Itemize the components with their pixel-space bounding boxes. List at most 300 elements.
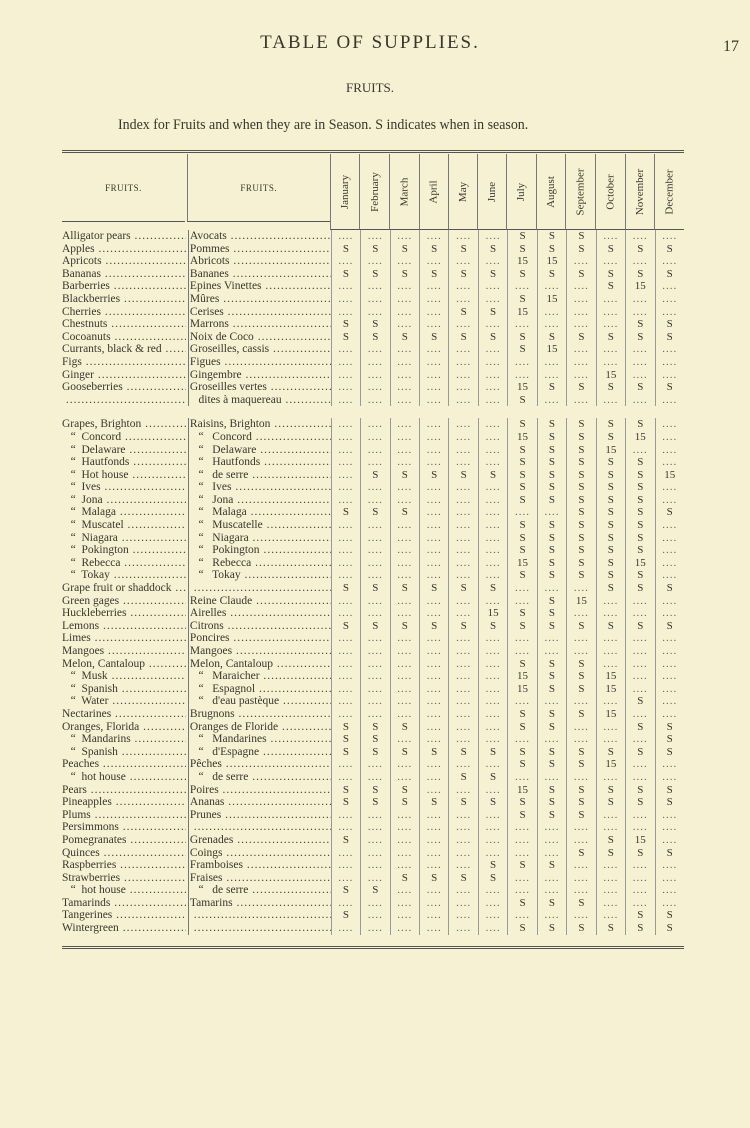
season-cell	[419, 544, 448, 557]
season-cell: S	[478, 469, 507, 482]
fruit-name-french	[188, 909, 331, 922]
season-cell	[655, 872, 684, 885]
season-cell	[390, 356, 419, 369]
season-cell	[507, 909, 536, 922]
fruit-name-french: Pommes .....	[188, 243, 331, 256]
table-row	[62, 481, 684, 494]
season-cell	[331, 683, 360, 696]
season-cell: S	[625, 506, 654, 519]
season-cell	[537, 506, 566, 519]
season-cell: S	[419, 469, 448, 482]
header-month	[506, 154, 535, 230]
season-cell	[596, 658, 625, 671]
fruit-name-french: Citrons .....	[188, 620, 331, 633]
header-french-fruits: FRUITS.	[187, 154, 330, 222]
season-cell	[390, 569, 419, 582]
season-cell	[566, 293, 595, 306]
season-cell	[478, 557, 507, 570]
season-cell: S	[507, 796, 536, 809]
season-cell	[360, 683, 389, 696]
season-cell	[507, 695, 536, 708]
table-row	[62, 268, 684, 281]
season-cell	[360, 306, 389, 319]
intro-text: Index for Fruits and when they are in Season. S indicates when in season.	[118, 117, 529, 133]
season-cell	[625, 343, 654, 356]
season-cell	[390, 544, 419, 557]
season-cell	[596, 306, 625, 319]
season-cell: S	[566, 544, 595, 557]
season-cell	[360, 670, 389, 683]
month-label: April	[427, 179, 440, 204]
season-cell: S	[537, 658, 566, 671]
season-cell	[478, 356, 507, 369]
season-cell: S	[390, 243, 419, 256]
table-row	[62, 519, 684, 532]
season-cell: 15	[507, 306, 536, 319]
season-cell: S	[331, 318, 360, 331]
season-cell	[655, 557, 684, 570]
fruit-name-french: Prunes .....	[188, 809, 331, 822]
header-month	[359, 154, 389, 230]
season-cell	[448, 394, 477, 407]
table-row	[62, 293, 684, 306]
season-cell	[478, 444, 507, 457]
fruit-name-english: “ Jona .....	[62, 494, 186, 507]
season-cell: S	[655, 243, 684, 256]
season-cell	[331, 306, 360, 319]
season-cell	[596, 721, 625, 734]
season-cell	[448, 369, 477, 382]
season-cell	[537, 771, 566, 784]
season-cell: 15	[507, 255, 536, 268]
season-cell	[566, 721, 595, 734]
page-number: 17	[723, 38, 739, 55]
table-row	[62, 469, 684, 482]
season-cell	[419, 431, 448, 444]
season-cell: S	[331, 884, 360, 897]
season-cell: S	[596, 582, 625, 595]
season-cell: S	[419, 872, 448, 885]
season-cell	[448, 733, 477, 746]
season-cell: S	[390, 469, 419, 482]
season-cell	[596, 632, 625, 645]
season-cell	[390, 394, 419, 407]
season-cell	[360, 821, 389, 834]
table-row	[62, 431, 684, 444]
fruit-name-french: Figues .....	[188, 356, 331, 369]
season-cell	[419, 758, 448, 771]
season-cell	[448, 318, 477, 331]
season-cell: S	[419, 243, 448, 256]
season-cell: S	[566, 708, 595, 721]
season-cell: S	[537, 670, 566, 683]
season-cell: S	[596, 243, 625, 256]
season-cell: S	[596, 834, 625, 847]
fruit-name-english: Figs .....	[62, 356, 186, 369]
season-cell	[448, 721, 477, 734]
season-cell	[566, 834, 595, 847]
season-cell: S	[596, 280, 625, 293]
season-cell: S	[566, 268, 595, 281]
fruit-name-french	[188, 922, 331, 935]
season-cell	[419, 418, 448, 431]
season-cell: S	[507, 394, 536, 407]
bottom-rule	[62, 946, 684, 949]
season-cell: S	[537, 456, 566, 469]
season-cell	[360, 632, 389, 645]
season-cell: S	[331, 331, 360, 344]
fruit-name-english: Cocoanuts .....	[62, 331, 186, 344]
season-cell	[331, 431, 360, 444]
season-cell	[507, 280, 536, 293]
season-cell: 15	[596, 369, 625, 382]
fruit-name-french: Groseilles vertes .....	[188, 381, 331, 394]
season-cell: S	[625, 481, 654, 494]
season-cell: S	[655, 784, 684, 797]
season-cell	[655, 645, 684, 658]
season-cell	[537, 632, 566, 645]
season-cell	[596, 230, 625, 243]
fruit-name-english: Huckleberries .....	[62, 607, 186, 620]
month-label: March	[398, 177, 411, 206]
season-cell	[331, 847, 360, 860]
season-cell: S	[419, 331, 448, 344]
fruit-name-english: “ Muscatel .....	[62, 519, 186, 532]
season-cell: S	[566, 683, 595, 696]
season-cell: S	[537, 418, 566, 431]
season-cell: S	[537, 809, 566, 822]
season-cell: S	[537, 381, 566, 394]
table-body	[62, 230, 684, 935]
season-cell	[478, 544, 507, 557]
season-cell	[390, 481, 419, 494]
season-cell	[331, 922, 360, 935]
season-cell	[655, 532, 684, 545]
season-cell: S	[331, 268, 360, 281]
season-cell	[448, 481, 477, 494]
fruit-name-english: Pears .....	[62, 784, 186, 797]
fruit-name-french: “ Malaga .....	[188, 506, 331, 519]
season-cell	[390, 658, 419, 671]
season-cell	[655, 758, 684, 771]
season-cell	[596, 733, 625, 746]
table-row	[62, 230, 684, 243]
season-cell	[390, 230, 419, 243]
season-cell	[655, 607, 684, 620]
fruit-name-french: Poncires .....	[188, 632, 331, 645]
season-cell	[331, 456, 360, 469]
fruit-name-french: Epines Vinettes .....	[188, 280, 331, 293]
season-cell	[655, 356, 684, 369]
season-cell: S	[566, 796, 595, 809]
season-cell	[331, 695, 360, 708]
table-row	[62, 784, 684, 797]
season-cell: S	[655, 381, 684, 394]
season-cell: S	[507, 481, 536, 494]
season-cell: S	[596, 456, 625, 469]
fruit-name-french: Mangoes .....	[188, 645, 331, 658]
season-cell	[478, 293, 507, 306]
table-row	[62, 595, 684, 608]
season-cell	[596, 318, 625, 331]
table-row	[62, 343, 684, 356]
season-cell: S	[360, 331, 389, 344]
season-cell	[448, 632, 477, 645]
section-title: FRUITS.	[345, 80, 395, 95]
fruit-name-english: “ Malaga .....	[62, 506, 186, 519]
season-cell: S	[478, 771, 507, 784]
season-cell: S	[566, 506, 595, 519]
season-cell	[478, 230, 507, 243]
season-cell	[331, 645, 360, 658]
fruit-name-french: “ Mandarines .....	[188, 733, 331, 746]
season-cell: S	[566, 809, 595, 822]
season-cell: S	[625, 922, 654, 935]
table-row	[62, 821, 684, 834]
season-cell	[390, 847, 419, 860]
season-cell	[419, 632, 448, 645]
fruit-name-french: “ Hautfonds .....	[188, 456, 331, 469]
season-cell: S	[537, 230, 566, 243]
season-cell: 15	[507, 670, 536, 683]
table-row	[62, 255, 684, 268]
season-cell	[331, 658, 360, 671]
fruit-name-english: Persimmons .....	[62, 821, 186, 834]
season-cell: S	[537, 569, 566, 582]
season-cell: S	[448, 306, 477, 319]
season-cell	[419, 607, 448, 620]
table-row	[62, 381, 684, 394]
season-cell: S	[478, 331, 507, 344]
season-cell	[360, 431, 389, 444]
fruit-name-french: Grenades .....	[188, 834, 331, 847]
season-cell	[537, 356, 566, 369]
season-cell: 15	[655, 469, 684, 482]
fruit-name-english: “ hot house .....	[62, 884, 186, 897]
season-cell: S	[625, 721, 654, 734]
season-cell: S	[566, 897, 595, 910]
season-cell	[390, 369, 419, 382]
season-cell: S	[507, 243, 536, 256]
season-cell: 15	[625, 834, 654, 847]
season-cell	[596, 909, 625, 922]
season-cell	[478, 909, 507, 922]
season-cell	[478, 431, 507, 444]
season-cell: S	[655, 796, 684, 809]
table-row	[62, 582, 684, 595]
season-cell: 15	[507, 784, 536, 797]
season-cell: S	[537, 607, 566, 620]
season-cell	[360, 658, 389, 671]
season-cell	[596, 771, 625, 784]
table-row	[62, 670, 684, 683]
table-row	[62, 318, 684, 331]
season-cell: S	[507, 544, 536, 557]
season-cell: S	[478, 306, 507, 319]
fruit-name-english: “ Water .....	[62, 695, 186, 708]
fruits-season-table	[62, 154, 684, 935]
season-cell: S	[566, 243, 595, 256]
season-cell	[360, 859, 389, 872]
season-cell: 15	[478, 607, 507, 620]
season-cell	[360, 356, 389, 369]
season-cell	[655, 293, 684, 306]
season-cell	[655, 809, 684, 822]
table-row	[62, 632, 684, 645]
season-cell: S	[478, 746, 507, 759]
season-cell: S	[596, 494, 625, 507]
season-cell	[419, 318, 448, 331]
fruit-name-english: “ Musk .....	[62, 670, 186, 683]
season-cell	[419, 821, 448, 834]
season-cell	[448, 784, 477, 797]
season-cell	[478, 695, 507, 708]
season-cell	[331, 469, 360, 482]
season-cell: S	[655, 506, 684, 519]
season-cell: S	[655, 331, 684, 344]
fruit-name-english: Grape fruit or shaddock .....	[62, 582, 186, 595]
season-cell	[478, 809, 507, 822]
season-cell	[331, 758, 360, 771]
header-month	[565, 154, 595, 230]
season-cell	[448, 293, 477, 306]
season-cell	[419, 721, 448, 734]
season-cell	[596, 695, 625, 708]
season-cell	[390, 431, 419, 444]
season-cell: S	[655, 318, 684, 331]
season-cell: S	[507, 607, 536, 620]
season-cell	[478, 721, 507, 734]
season-cell	[478, 758, 507, 771]
season-cell	[360, 343, 389, 356]
season-cell	[390, 771, 419, 784]
fruit-name-english: Wintergreen .....	[62, 922, 186, 935]
season-cell: S	[507, 230, 536, 243]
season-cell	[625, 708, 654, 721]
season-cell	[478, 683, 507, 696]
fruit-name-english: “ Rebecca .....	[62, 557, 186, 570]
fruit-name-english: Pomegranates .....	[62, 834, 186, 847]
season-cell	[507, 645, 536, 658]
season-cell	[537, 582, 566, 595]
season-cell: S	[655, 922, 684, 935]
season-cell	[448, 456, 477, 469]
fruit-name-english: Plums .....	[62, 809, 186, 822]
season-cell	[655, 859, 684, 872]
season-cell	[507, 872, 536, 885]
season-cell	[478, 708, 507, 721]
fruit-name-english: “ Niagara .....	[62, 532, 186, 545]
season-cell: S	[655, 746, 684, 759]
season-cell: S	[537, 469, 566, 482]
season-cell	[596, 293, 625, 306]
season-cell	[478, 784, 507, 797]
season-cell: S	[596, 519, 625, 532]
season-cell	[596, 394, 625, 407]
fruit-name-french: “ de serre .....	[188, 771, 331, 784]
season-cell: S	[478, 243, 507, 256]
season-cell	[390, 318, 419, 331]
season-cell: S	[390, 506, 419, 519]
season-cell	[331, 557, 360, 570]
fruit-name-english: Nectarines .....	[62, 708, 186, 721]
header-english-fruits: FRUITS.	[62, 154, 185, 222]
season-cell	[596, 356, 625, 369]
season-cell	[419, 456, 448, 469]
fruit-name-french: Brugnons .....	[188, 708, 331, 721]
season-cell: S	[507, 532, 536, 545]
season-cell: S	[625, 469, 654, 482]
season-cell	[478, 595, 507, 608]
season-cell	[537, 280, 566, 293]
season-cell: S	[448, 620, 477, 633]
fruit-name-english: Raspberries .....	[62, 859, 186, 872]
season-cell	[625, 632, 654, 645]
season-cell	[419, 394, 448, 407]
month-label: October	[604, 173, 617, 210]
season-cell: S	[537, 708, 566, 721]
season-cell	[655, 481, 684, 494]
table-row	[62, 456, 684, 469]
season-cell	[360, 456, 389, 469]
season-cell: 15	[596, 708, 625, 721]
season-cell	[478, 506, 507, 519]
season-cell	[448, 607, 477, 620]
season-cell	[419, 645, 448, 658]
season-cell: S	[448, 243, 477, 256]
season-cell	[360, 293, 389, 306]
season-cell	[655, 306, 684, 319]
season-cell	[419, 532, 448, 545]
season-cell: S	[507, 859, 536, 872]
season-cell	[537, 884, 566, 897]
season-cell	[478, 645, 507, 658]
season-cell: 15	[596, 670, 625, 683]
table-row	[62, 369, 684, 382]
season-cell	[331, 481, 360, 494]
fruit-name-french: “ Delaware .....	[188, 444, 331, 457]
season-cell	[419, 847, 448, 860]
season-cell: S	[478, 582, 507, 595]
season-cell	[360, 369, 389, 382]
season-cell	[596, 343, 625, 356]
season-cell	[390, 595, 419, 608]
season-cell: S	[448, 582, 477, 595]
table-row	[62, 607, 684, 620]
season-cell	[655, 595, 684, 608]
fruit-name-english: Grapes, Brighton .....	[62, 418, 186, 431]
season-cell	[537, 369, 566, 382]
season-cell	[537, 306, 566, 319]
season-cell	[360, 532, 389, 545]
season-cell: S	[448, 331, 477, 344]
season-cell: S	[507, 569, 536, 582]
season-cell	[507, 582, 536, 595]
table-row	[62, 506, 684, 519]
season-cell	[419, 595, 448, 608]
season-cell	[390, 821, 419, 834]
season-cell	[655, 456, 684, 469]
fruit-name-english: “ Concord .....	[62, 431, 186, 444]
season-cell	[331, 569, 360, 582]
season-cell: S	[360, 620, 389, 633]
season-cell	[655, 670, 684, 683]
season-cell	[566, 909, 595, 922]
season-cell: S	[625, 456, 654, 469]
season-cell: S	[537, 494, 566, 507]
season-cell	[419, 255, 448, 268]
season-cell: S	[655, 733, 684, 746]
